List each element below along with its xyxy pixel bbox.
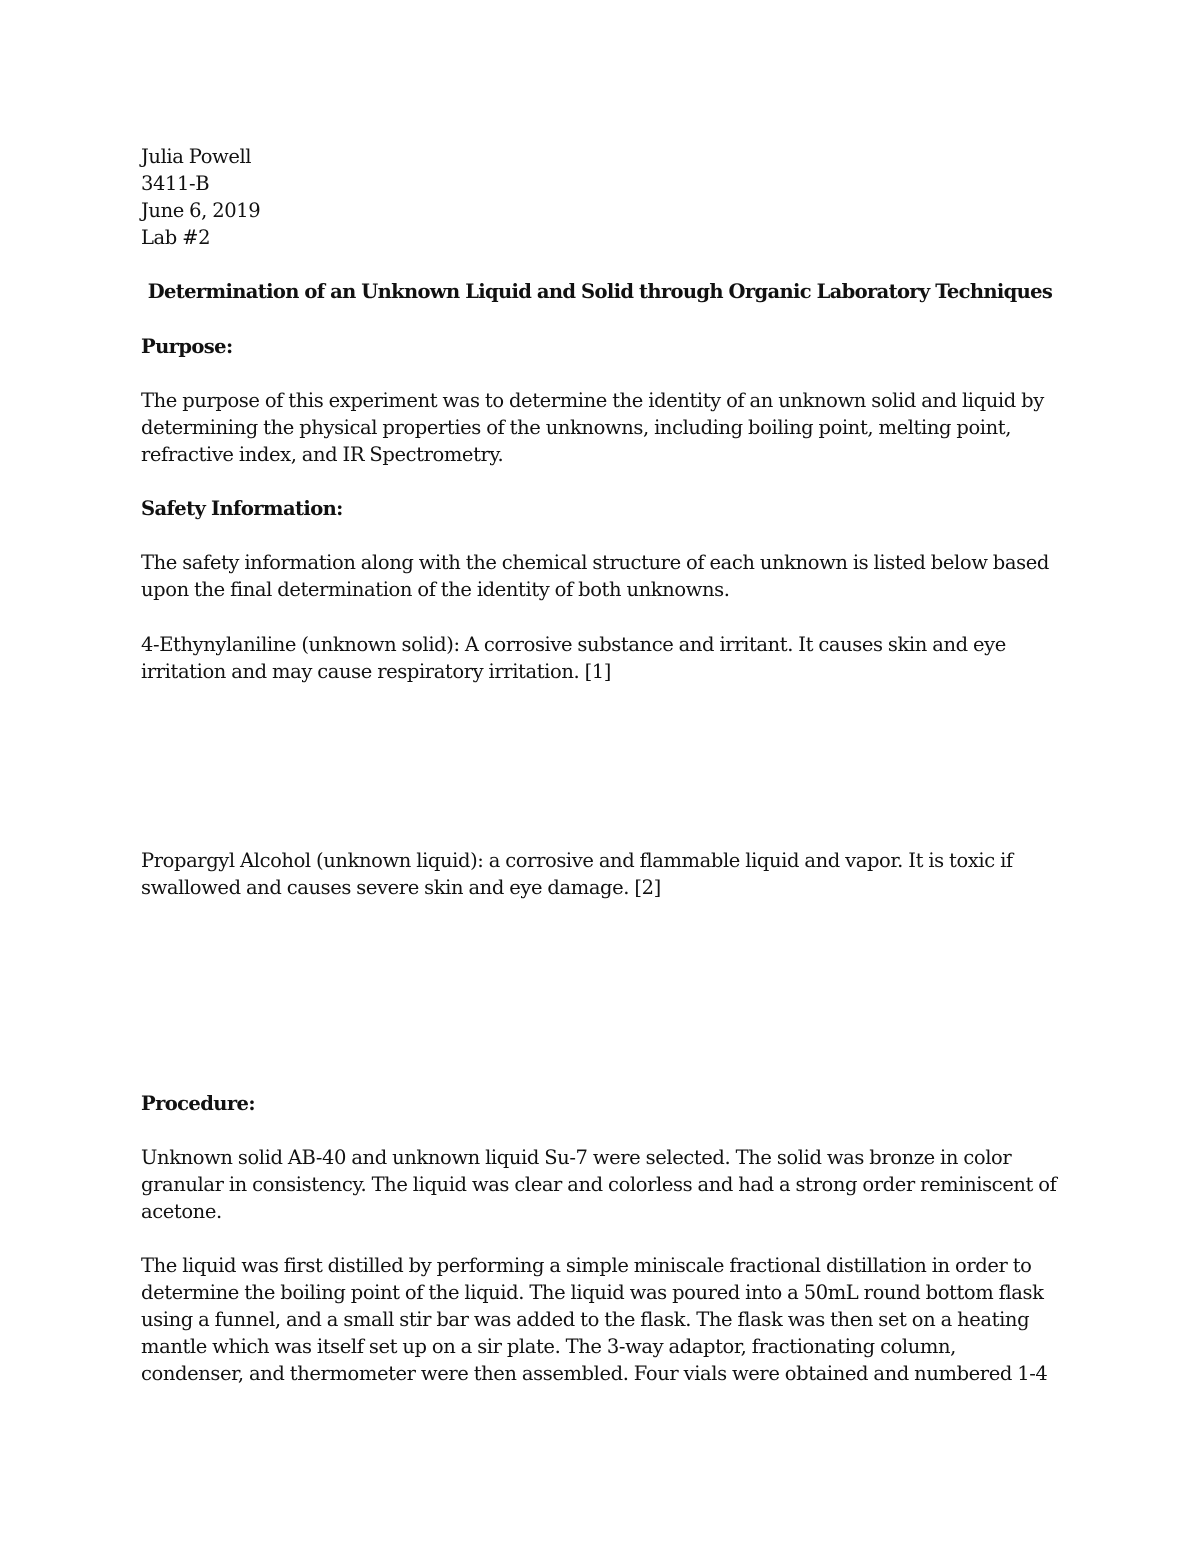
safety-heading: Safety Information: — [141, 497, 343, 520]
procedure-para1-line: Unknown solid AB-40 and unknown liquid Su-7 were selected. The solid was bronze in color — [141, 1146, 1012, 1169]
report-date: June 6, 2019 — [141, 199, 261, 222]
lab-number: Lab #2 — [141, 226, 211, 249]
safety-solid-line: 4-Ethynylaniline (unknown solid): A corrosive substance and irritant. It causes skin and eye — [141, 633, 1006, 656]
procedure-para1-line: granular in consistency. The liquid was clear and colorless and had a strong order reminiscent of — [141, 1173, 1057, 1196]
report-title: Determination of an Unknown Liquid and Solid through Organic Laboratory Techniques — [147, 280, 1053, 303]
purpose-line: refractive index, and IR Spectrometry. — [141, 443, 504, 466]
purpose-heading: Purpose: — [141, 335, 233, 358]
procedure-para2-line: mantle which was itself set up on a sir plate. The 3-way adaptor, fractionating column, — [141, 1335, 956, 1358]
safety-intro-line: upon the final determination of the identity of both unknowns. — [141, 578, 730, 601]
procedure-para1-line: acetone. — [141, 1200, 222, 1223]
procedure-para2-line: condenser, and thermometer were then assembled. Four vials were obtained and numbered 1-4 — [141, 1362, 1048, 1385]
purpose-line: determining the physical properties of the unknowns, including boiling point, melting point, — [141, 416, 1012, 439]
safety-liquid-line: Propargyl Alcohol (unknown liquid): a corrosive and flammable liquid and vapor. It is toxic if — [141, 849, 1013, 872]
procedure-heading: Procedure: — [141, 1092, 255, 1115]
safety-solid-line: irritation and may cause respiratory irritation. [1] — [141, 660, 612, 683]
procedure-para2-line: using a funnel, and a small stir bar was added to the flask. The flask was then set on a heating — [141, 1308, 1030, 1331]
course-number: 3411-B — [141, 172, 210, 195]
safety-liquid-line: swallowed and causes severe skin and eye damage. [2] — [141, 876, 661, 899]
purpose-line: The purpose of this experiment was to determine the identity of an unknown solid and liquid by — [141, 389, 1044, 412]
procedure-para2-line: determine the boiling point of the liquid. The liquid was poured into a 50mL round bottom flask — [141, 1281, 1044, 1304]
author-name: Julia Powell — [141, 145, 252, 168]
safety-intro-line: The safety information along with the chemical structure of each unknown is listed below based — [141, 551, 1049, 574]
procedure-para2-line: The liquid was first distilled by performing a simple miniscale fractional distillation in order to — [141, 1254, 1032, 1277]
